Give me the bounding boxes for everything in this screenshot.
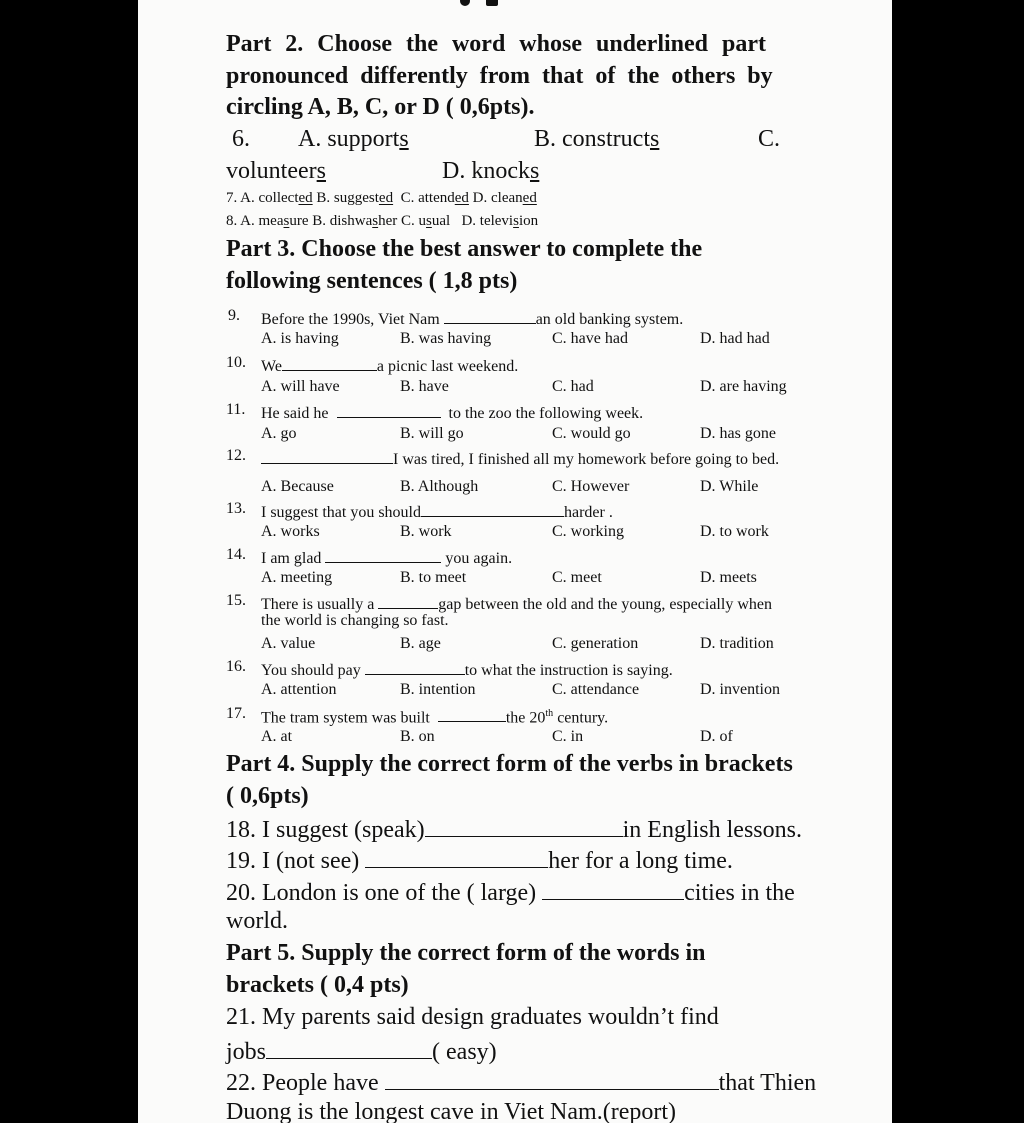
- part5-heading-line2: brackets ( 0,4 pts): [226, 972, 409, 998]
- worksheet-page: [138, 0, 892, 1123]
- q14-number: 14.: [226, 546, 246, 563]
- q9-option-b: B. was having: [400, 330, 492, 347]
- part2-heading-line3: circling A, B, C, or D ( 0,6pts).: [226, 94, 535, 120]
- q21-line2: jobs ( easy): [226, 1034, 497, 1068]
- q14-stem: I am glad you again.: [261, 544, 512, 570]
- q16-stem: You should pay to what the instruction is saying.: [261, 656, 673, 682]
- q7-line: 7. A. collected B. suggested C. attended D. cleaned: [226, 190, 537, 206]
- q14-option-b: B. to meet: [400, 569, 467, 586]
- q9-option-c: C. have had: [552, 330, 628, 347]
- q17-number: 17.: [226, 705, 246, 722]
- q10-stem: We a picnic last weekend.: [261, 352, 518, 378]
- q13-option-a: A. works: [261, 523, 320, 540]
- q10-option-c: C. had: [552, 378, 594, 395]
- q15-number: 15.: [226, 592, 246, 609]
- part3-heading-line2: following sentences ( 1,8 pts): [226, 268, 518, 294]
- q8-line: 8. A. measure B. dishwasher C. usual D. television: [226, 213, 539, 229]
- q9-stem: Before the 1990s, Viet Nam an old banking system.: [261, 305, 683, 331]
- q17-option-a: A. at: [261, 728, 293, 745]
- q13-number: 13.: [226, 500, 246, 517]
- q13-stem: I suggest that you should harder .: [261, 498, 613, 524]
- q14-option-d: D. meets: [700, 569, 757, 586]
- q12-stem: I was tired, I finished all my homework before going to bed.: [261, 445, 779, 471]
- q10-option-d: D. are having: [700, 378, 787, 395]
- q6-option-c: C.: [758, 126, 781, 152]
- q10-number: 10.: [226, 354, 246, 371]
- q13-option-b: B. work: [400, 523, 452, 540]
- q18-line: 18. I suggest (speak) in English lessons.: [226, 812, 802, 846]
- q16-option-d: D. invention: [700, 681, 780, 698]
- q19-line: 19. I (not see) her for a long time.: [226, 843, 733, 877]
- q10-option-b: B. have: [400, 378, 449, 395]
- q17-option-b: B. on: [400, 728, 435, 745]
- q6-option-b: B. constructs: [534, 126, 660, 152]
- q10-option-a: A. will have: [261, 378, 340, 395]
- q9-option-a: A. is having: [261, 330, 339, 347]
- q12-option-a: A. Because: [261, 478, 334, 495]
- q13-option-c: C. working: [552, 523, 624, 540]
- q15-option-c: C. generation: [552, 635, 639, 652]
- q15-stem-cont: the world is changing so fast.: [261, 612, 449, 629]
- part4-heading-line2: ( 0,6pts): [226, 783, 309, 809]
- q15-option-b: B. age: [400, 635, 441, 652]
- q17-option-d: D. of: [700, 728, 733, 745]
- q21-line1: 21. My parents said design graduates wouldn’t find: [226, 1004, 719, 1030]
- part2-heading-line2: pronounced differently from that of the others by: [226, 63, 773, 89]
- q11-stem: He said he to the zoo the following week.: [261, 399, 643, 425]
- part2-heading-line1: Part 2. Choose the word whose underlined part: [226, 31, 766, 57]
- q16-option-a: A. attention: [261, 681, 337, 698]
- q6-option-c-cont: volunteers: [226, 158, 326, 184]
- q20-line: 20. London is one of the ( large) cities in the: [226, 875, 795, 909]
- q6-option-a: A. supports: [298, 126, 409, 152]
- part4-heading-line1: Part 4. Supply the correct form of the verbs in brackets: [226, 751, 793, 777]
- part5-heading-line1: Part 5. Supply the correct form of the words in: [226, 940, 706, 966]
- q11-option-a: A. go: [261, 425, 297, 442]
- top-mark-square: [486, 0, 498, 6]
- q12-option-c: C. However: [552, 478, 630, 495]
- q16-option-c: C. attendance: [552, 681, 640, 698]
- q22-line-cont: Duong is the longest cave in Viet Nam.(report): [226, 1099, 676, 1123]
- q15-option-a: A. value: [261, 635, 316, 652]
- q11-option-d: D. has gone: [700, 425, 776, 442]
- q6-option-d: D. knocks: [442, 158, 540, 184]
- q14-option-a: A. meeting: [261, 569, 333, 586]
- q16-number: 16.: [226, 658, 246, 675]
- q14-option-c: C. meet: [552, 569, 602, 586]
- q9-option-d: D. had had: [700, 330, 770, 347]
- q12-option-b: B. Although: [400, 478, 479, 495]
- q20-line-cont: world.: [226, 908, 288, 934]
- q11-number: 11.: [226, 401, 246, 418]
- top-mark-dot: [460, 0, 470, 6]
- q15-stem: There is usually a gap between the old and the young, especially when: [261, 590, 772, 616]
- q9-number: 9.: [228, 307, 240, 324]
- q12-number: 12.: [226, 447, 246, 464]
- q12-option-d: D. While: [700, 478, 759, 495]
- q22-line: 22. People have that Thien: [226, 1065, 816, 1099]
- q13-option-d: D. to work: [700, 523, 769, 540]
- q17-option-c: C. in: [552, 728, 584, 745]
- q15-option-d: D. tradition: [700, 635, 774, 652]
- q16-option-b: B. intention: [400, 681, 476, 698]
- q6-number: 6.: [232, 126, 250, 152]
- q11-option-b: B. will go: [400, 425, 464, 442]
- q17-stem: The tram system was built the 20th century.: [261, 703, 608, 729]
- part3-heading-line1: Part 3. Choose the best answer to complete the: [226, 236, 703, 262]
- q11-option-c: C. would go: [552, 425, 631, 442]
